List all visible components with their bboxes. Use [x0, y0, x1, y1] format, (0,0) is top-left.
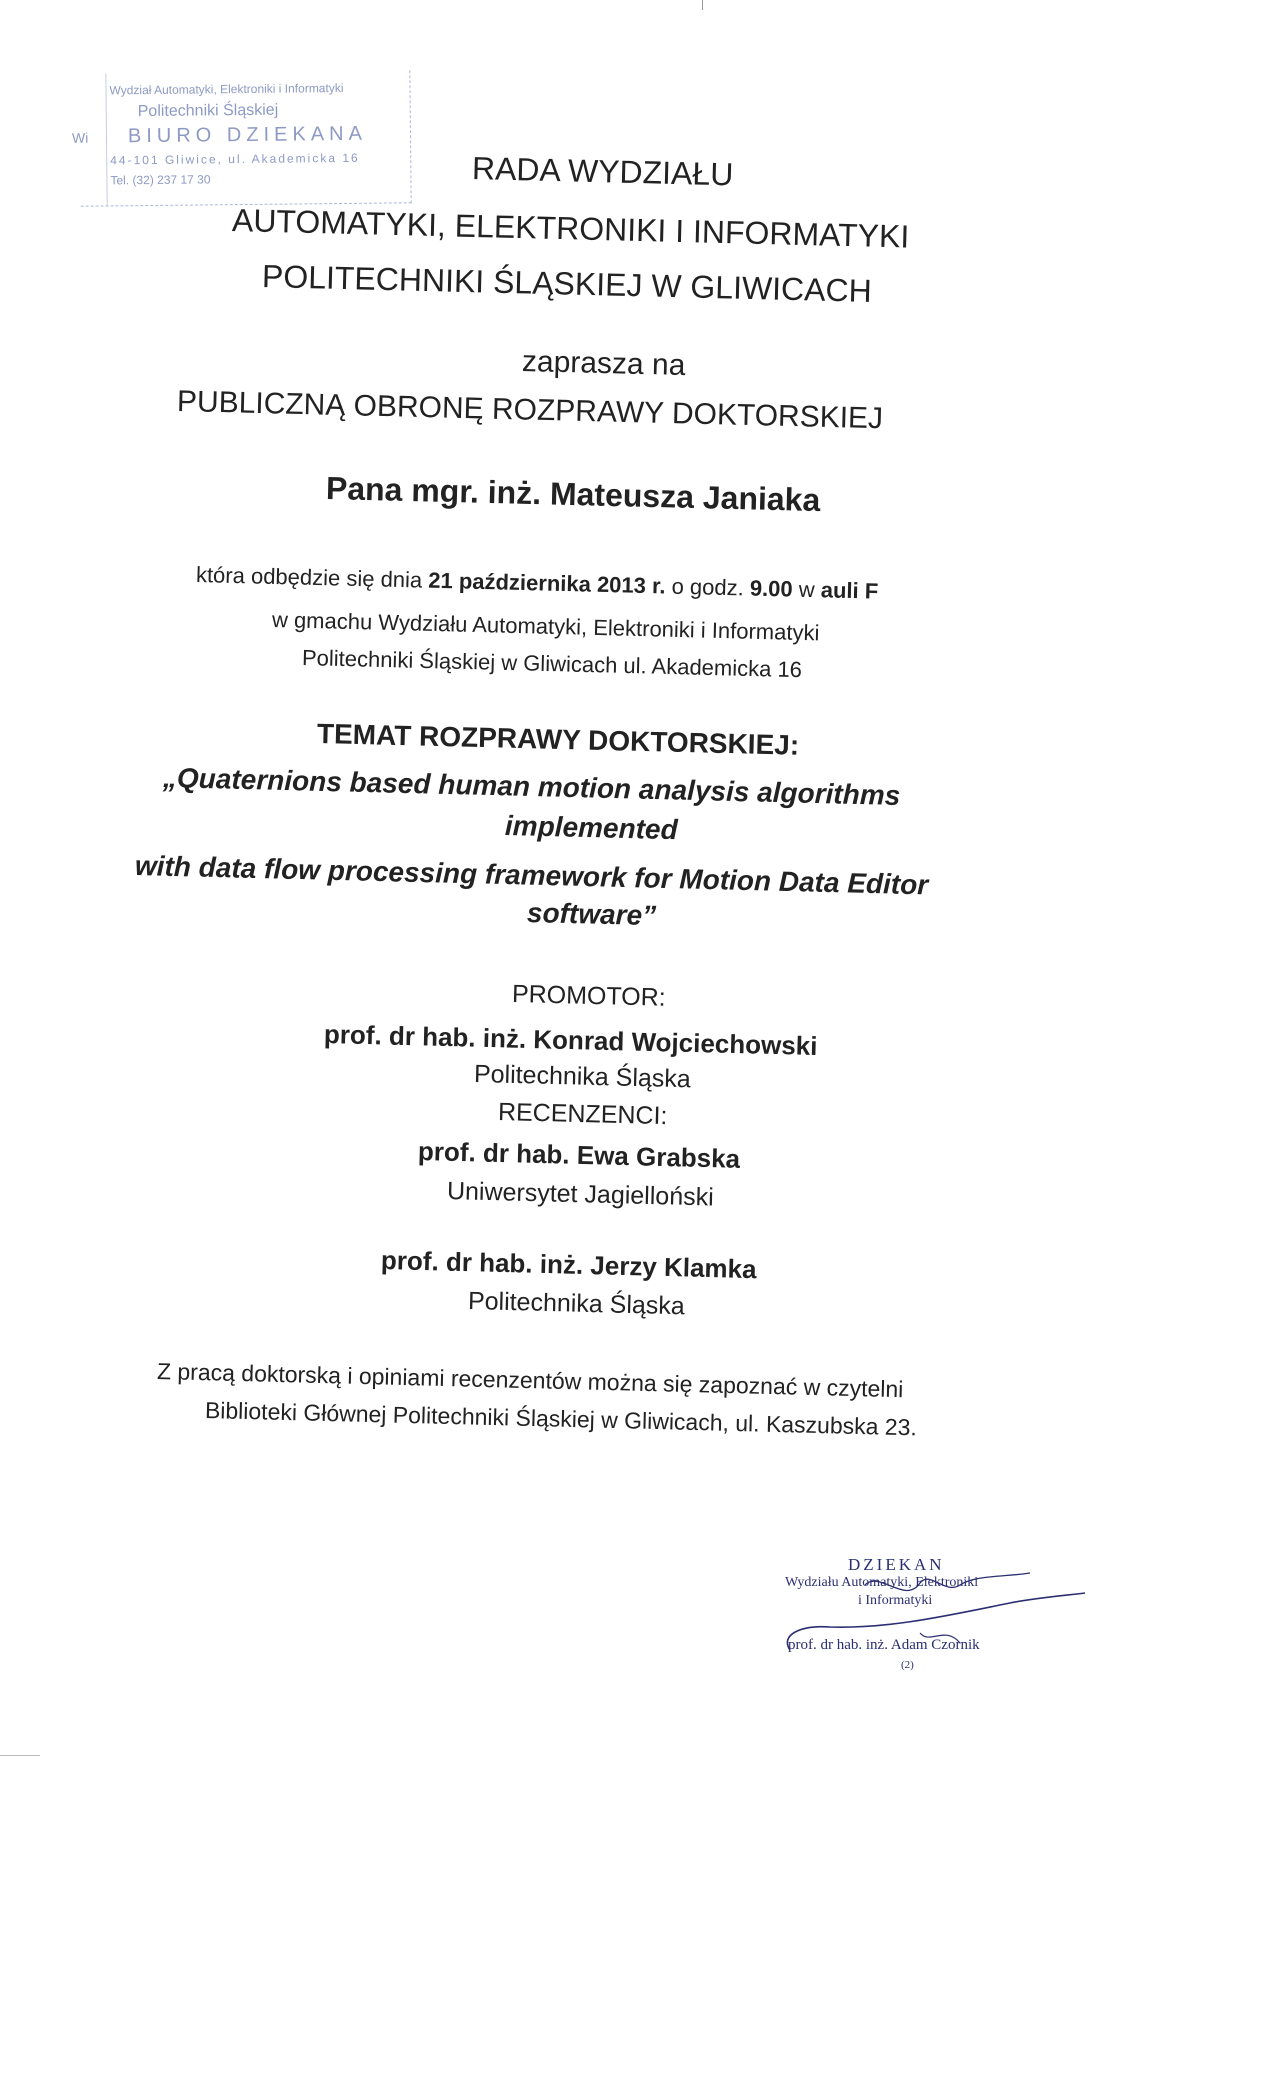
event-time: 9.00	[749, 575, 793, 602]
topic-heading: TEMAT ROZPRAWY DOKTORSKIEJ:	[316, 718, 800, 761]
signature-name: prof. dr hab. inż. Adam Czornik	[788, 1637, 980, 1653]
signature-faculty: Wydziału Automatyki, Elektroniki	[785, 1575, 979, 1590]
stamp-line-address: 44-101 Gliwice, ul. Akademicka 16	[110, 150, 360, 168]
topic-line-4: software”	[526, 897, 657, 932]
event-room: auli F	[820, 577, 879, 604]
topic-line-1: „Quaternions based human motion analysis algorithms	[162, 762, 901, 812]
candidate-name: Pana mgr. inż. Mateusza Janiaka	[325, 470, 821, 519]
reviewer-affiliation: Uniwersytet Jagielloński	[446, 1177, 715, 1212]
stamp-divider	[105, 73, 107, 205]
event-date: 21 października 2013 r.	[428, 567, 666, 599]
header-faculty: AUTOMATYKI, ELEKTRONIKI I INFORMATYKI	[231, 202, 910, 255]
promotor-affiliation: Politechnika Śląska	[473, 1060, 692, 1094]
event-time-label: o godz.	[665, 573, 751, 601]
handwritten-signature	[770, 1555, 1090, 1705]
event-address: Politechniki Śląskiej w Gliwicach ul. Akademicka 16	[301, 645, 803, 683]
stamp-line-office: BIURO DZIEKANA	[127, 122, 367, 148]
signature-title: DZIEKAN	[848, 1555, 945, 1574]
office-stamp	[71, 70, 411, 206]
event-building: w gmachu Wydziału Automatyki, Elektroniki i Informatyki	[271, 607, 820, 646]
dean-signature-stamp	[770, 1555, 1090, 1705]
reviewer-affiliation: Politechnika Śląska	[467, 1287, 686, 1321]
signature-note: (2)	[901, 1659, 914, 1671]
stamp-line-phone: Tel. (32) 237 17 30	[110, 172, 211, 188]
event-room-label: w	[792, 576, 822, 603]
invitation-title: PUBLICZNĄ OBRONĘ ROZPRAWY DOKTORSKIEJ	[176, 385, 884, 436]
scan-mark	[702, 0, 703, 10]
signature-faculty-cont: i Informatyki	[858, 1593, 933, 1608]
reviewer-name: prof. dr hab. inż. Jerzy Klamka	[380, 1245, 757, 1285]
topic-line-2: implemented	[504, 810, 679, 846]
closing-line-2: Biblioteki Głównej Politechniki Śląskiej w Gliwicach, ul. Kaszubska 23.	[204, 1397, 918, 1441]
fold-mark	[0, 1755, 40, 1756]
promotor-name: prof. dr hab. inż. Konrad Wojciechowski	[323, 1019, 818, 1062]
stamp-side-text: Wi	[71, 129, 89, 146]
stamp-line-faculty: Wydział Automatyki, Elektroniki i Informatyki	[109, 80, 344, 98]
reviewer-name: prof. dr hab. Ewa Grabska	[417, 1136, 741, 1174]
promotor-label: PROMOTOR:	[511, 980, 667, 1012]
closing-line-1: Z pracą doktorską i opiniami recenzentów można się zapoznać w czytelni	[156, 1358, 904, 1403]
event-prefix: która odbędzie się dnia	[195, 562, 429, 593]
invitation-intro: zaprasza na	[521, 345, 686, 382]
stamp-line-university: Politechniki Śląskiej	[137, 101, 279, 121]
reviewers-label: RECENZENCI:	[497, 1098, 668, 1131]
header-university: POLITECHNIKI ŚLĄSKIEJ W GLIWICACH	[261, 258, 873, 309]
topic-line-3: with data flow processing framework for Motion Data Editor	[134, 850, 929, 901]
event-datetime	[196, 562, 879, 605]
header-council: RADA WYDZIAŁU	[471, 150, 734, 193]
